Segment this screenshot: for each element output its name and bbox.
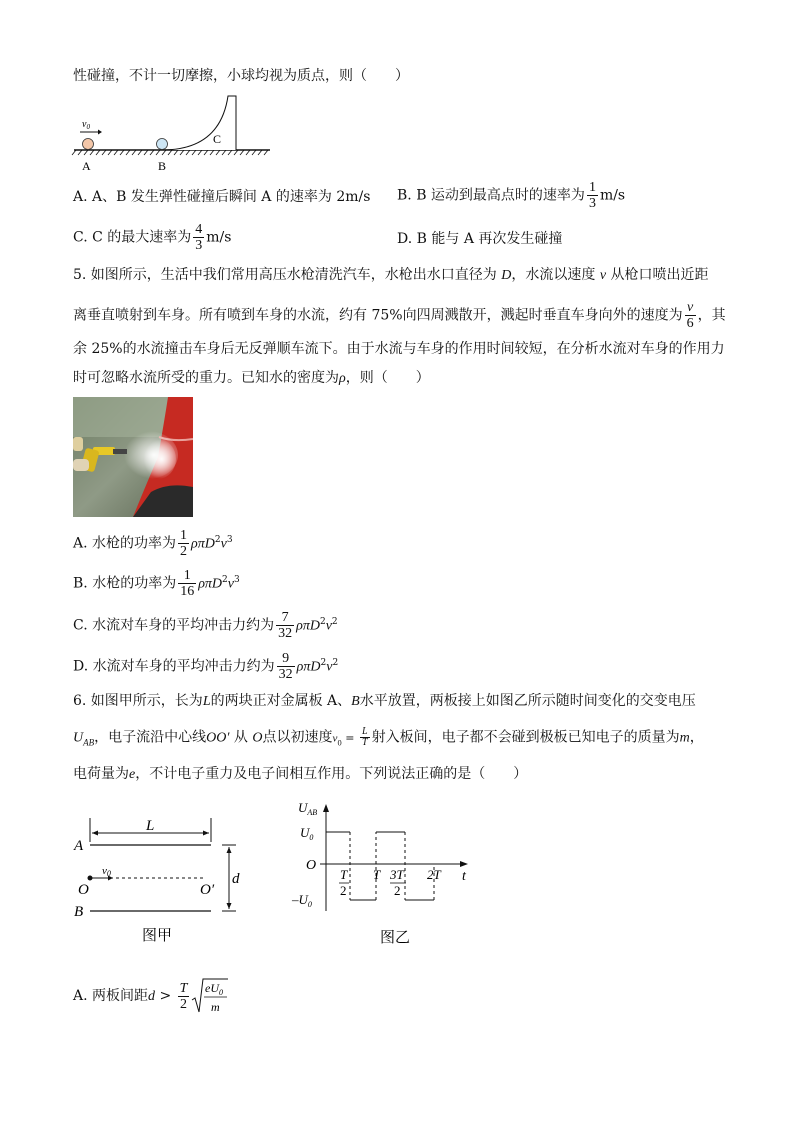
svg-text:T: T — [373, 867, 381, 882]
label-c: C — [213, 132, 222, 146]
svg-text:B: B — [74, 904, 84, 920]
q5-option-b: B. 水枪的功率为 $\frac{1}{16}$ $\rho\pi D^2v^3$ — [73, 568, 240, 599]
q4-option-b: B. B 运动到最高点时的速率为 $\frac{1}{3}$ m/s — [397, 180, 626, 211]
svg-text:U0: $U_0$ — [300, 825, 314, 842]
svg-text:eU0: $eU_0$ — [205, 981, 224, 997]
svg-text:d: d — [232, 871, 240, 887]
svg-text:O′: O′ — [200, 882, 215, 898]
q4-option-d: D. B 能与 A 再次发生碰撞 — [397, 231, 563, 247]
label-b: B — [158, 159, 167, 173]
svg-text:2: 2 — [340, 883, 347, 898]
q5-option-c: C. 水流对车身的平均冲击力约为 $\frac{7}{32}$ $\rho\pi D^2v^2$ — [73, 610, 338, 641]
svg-text:图乙: 图乙 — [380, 930, 411, 946]
q6-stem-line1: 6. 如图甲所示，长为L的两块正对金属板 A、B水平放置，两板接上如图乙所示随时间变化的交变电压 — [73, 693, 696, 709]
q6-stem-line3: 电荷量为e，不计电子重力及电子间相互作用。下列说法正确的是（ ） — [73, 766, 528, 782]
water-gun-photo — [73, 397, 193, 517]
sqrt-expression — [191, 976, 229, 1016]
q4-option-c: C. C 的最大速率为 $\frac{4}{3}$ m/s — [73, 222, 232, 253]
svg-text:v0: v0 — [102, 865, 111, 878]
ball-b — [157, 139, 168, 150]
svg-text:O: O — [306, 858, 317, 873]
svg-text:t: t — [462, 869, 466, 884]
q5-option-d: D. 水流对车身的平均冲击力约为 $\frac{9}{32}$ $\rho\pi D^2v^2$ — [73, 651, 339, 682]
svg-text:3T: 3T — [390, 867, 404, 882]
svg-text:2: 2 — [394, 883, 401, 898]
svg-text:–U0: $-U_0$ — [292, 892, 312, 909]
q4-option-a: A. A、B 发生弹性碰撞后瞬间 A 的速率为 2m/s — [73, 189, 371, 205]
q4-stem-tail: 性碰撞，不计一切摩擦，小球均视为质点，则（ ） — [73, 68, 409, 84]
ball-a — [83, 139, 94, 150]
svg-text:L: L — [146, 818, 155, 834]
q6-figure-yi — [290, 796, 480, 952]
svg-text:O: O — [78, 882, 89, 898]
q5-stem-line3: 余 25%的水流撞击车身后无反弹顺车流下。由于水流与车身的作用时间较短，在分析水流对车身的作用力 — [73, 341, 725, 357]
label-a: A — [82, 159, 91, 173]
q6-option-a: A. 两板间距d > $\frac{T}{2}$ $eU_0$ m — [73, 976, 229, 1016]
svg-text:v0: $v_0$ — [82, 119, 90, 131]
svg-text:2T: 2T — [427, 867, 441, 882]
q6-stem-line2: $U_{AB}$，电子流沿中心线OO′ 从 O点以初速度$v_0$ = $\frac{L}{T}$ 射入板间，电子都不会碰到极板已知电子的质量为m， — [73, 726, 704, 748]
q5-stem-line4: 时可忽略水流所受的重力。已知水的密度为ρ，则（ ） — [73, 370, 430, 386]
q5-stem-line2: 离垂直喷射到车身。所有喷到车身的水流，约有 75%向四周溅散开，溅起时垂直车身向外的速度为 $\frac{v}{6}$ ，其 — [73, 300, 726, 331]
svg-text:m: m — [211, 1000, 221, 1014]
q6-figure-jia — [70, 810, 250, 950]
svg-text:A: A — [74, 838, 84, 854]
svg-text:UAB: $U_{AB}$ — [298, 800, 318, 817]
svg-text:T: T — [340, 867, 348, 882]
q4-figure — [70, 92, 275, 177]
q5-option-a: A. 水枪的功率为 $\frac{1}{2}$ $\rho\pi D^2v^3$ — [73, 528, 233, 559]
svg-text:图甲: 图甲 — [142, 928, 173, 944]
q5-stem-line1: 5. 如图所示，生活中我们常用高压水枪清洗汽车，水枪出水口直径为 D，水流以速度 v 从枪口喷出近距 — [73, 267, 709, 283]
